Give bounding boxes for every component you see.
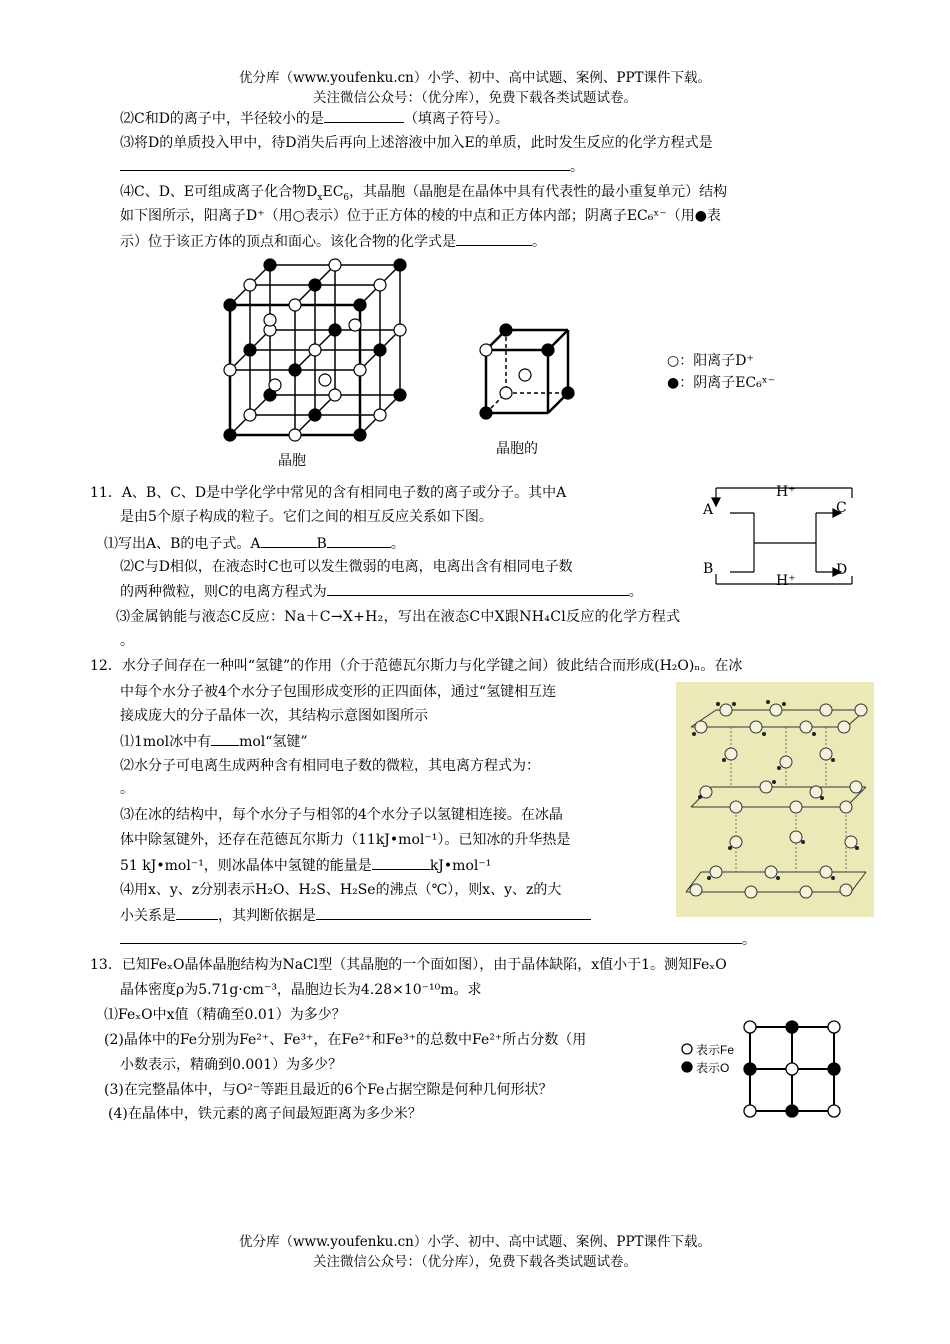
- q10-part4-line3-tail: 。: [532, 234, 546, 250]
- q11-part1: [104, 533, 405, 554]
- q10-part2: [120, 108, 509, 129]
- legend-fe: 表示Fe: [696, 1043, 735, 1057]
- page-footer-line2: 关注微信公众号：（优分库），免费下载各类试题试卷。: [313, 1254, 637, 1270]
- q13-part2-line1: (2)晶体中的Fe分别为Fe²⁺、Fe³⁺，在Fe²⁺和Fe³⁺的总数中Fe²⁺所占分数（用: [104, 1032, 587, 1048]
- q12-part4-line1: ⑷用x、y、z分别表示H₂O、H₂S、H₂Se的沸点（℃），则x、y、z的大: [120, 882, 562, 898]
- figure-caption-cell-part: 晶胞的: [496, 441, 538, 457]
- q10-part4-blank[interactable]: [456, 231, 532, 246]
- q11-part2-tail: 。: [628, 584, 643, 600]
- q12-line1: 12．水分子间存在一种叫“氢键”的作用（介于范德瓦尔斯力与化学键之间）彼此结合而形成(H₂O)ₙ。在冰: [90, 658, 743, 674]
- q11-blank-b[interactable]: [327, 533, 391, 548]
- q12-part1: [120, 731, 308, 752]
- q12-part4-blank-3[interactable]: [120, 929, 742, 944]
- q12-part4-line2-text: 小关系是: [120, 908, 176, 924]
- q13-line2: 晶体密度ρ为5.71g·cm⁻³，晶胞边长为4.28×10⁻¹⁰m。求: [120, 982, 482, 998]
- q12-part3-line3: [120, 855, 491, 876]
- q12-part3-blank[interactable]: [372, 855, 430, 870]
- q11-part1-mid: B: [316, 536, 327, 552]
- q11-part3-line2: 。: [120, 633, 134, 649]
- q10-part4-line3-text: 示）位于该正方体的顶点和面心。该化合物的化学式是: [120, 234, 456, 250]
- q12-part1-blank[interactable]: [211, 731, 239, 746]
- q10-part2-blank[interactable]: [324, 108, 404, 123]
- q10-part4-line1: [120, 182, 727, 202]
- q10-part4-sub-6: 6: [343, 192, 350, 203]
- q10-part2-text: ⑵C和D的离子中，半径较小的是: [120, 111, 324, 127]
- q12-part4-blank-1[interactable]: [176, 905, 218, 920]
- q11-blank-a[interactable]: [261, 533, 317, 548]
- q12-part1-text: ⑴1mol冰中有: [120, 734, 212, 750]
- q12-part4-line2: [120, 905, 591, 926]
- q12-line2: 中每个水分子被4个水分子包围形成变形的正四面体，通过“氢键相互连: [120, 684, 557, 700]
- q11-diagram-h-top: H⁺: [776, 484, 796, 500]
- page-header-line2: 关注微信公众号：（优分库），免费下载各类试题试卷。: [313, 90, 637, 106]
- q12-part1-tail: mol“氢键”: [239, 734, 308, 750]
- ice-structure-figure: [676, 682, 874, 917]
- q10-part3-line1: ⑶将D的单质投入甲中，待D消失后再向上述溶液中加入E的单质，此时发生反应的化学方程式是: [120, 135, 713, 151]
- q12-part3-line2: 体中除氢键外，还存在范德瓦尔斯力（11kJ•mol⁻¹）。已知冰的升华热是: [120, 832, 571, 848]
- q10-part3-tail: 。: [570, 159, 584, 175]
- q11-line2: 是由5个原子构成的粒子。它们之间的相互反应关系如下图。: [120, 509, 493, 525]
- q11-part2-blank[interactable]: [327, 581, 629, 596]
- q12-line3: 接成庞大的分子晶体一次，其结构示意图如图所示: [120, 708, 428, 724]
- q10-part4-sub-x: x: [317, 192, 323, 203]
- legend-cation: ○：阳离子D⁺: [667, 353, 754, 369]
- q11-diagram-a: A: [703, 502, 714, 518]
- q10-part4-line2: 如下图所示，阳离子D⁺（用○表示）位于正方体的棱的中点和正方体内部；阴离子EC₆ˣ⁻（用●表: [120, 208, 721, 224]
- q13-part1: ⑴FeₓO中x值（精确至0.01）为多少？: [104, 1007, 346, 1023]
- q11-part1-tail: 。: [390, 536, 405, 552]
- q10-part3-line2: [120, 156, 584, 177]
- q11-diagram-d: D: [836, 562, 848, 578]
- q11-diagram-h-bottom: H⁺: [776, 573, 796, 589]
- q13-part3: (3)在完整晶体中，与O²⁻等距且最近的6个Fe占据空隙是何种几何形状？: [104, 1082, 553, 1098]
- q12-part3-line1: ⑶在冰的结构中，每个水分子与相邻的4个水分子以氢键相连接。在冰晶: [120, 807, 563, 823]
- q12-part2-line2: 。: [120, 781, 134, 797]
- q11-part1-text: ⑴写出A、B的电子式。A: [104, 536, 261, 552]
- legend-anion: ●：阴离子EC₆ˣ⁻: [667, 375, 776, 391]
- q13-line1: 13．已知FeₓO晶体晶胞结构为NaCl型（其晶胞的一个面如图），由于晶体缺陷，x值小于1。测知FeₓO: [90, 957, 727, 973]
- q11-line1: 11．A、B、C、D是中学化学中常见的含有相同电子数的离子或分子。其中A: [90, 485, 567, 501]
- q11-diagram-c: C: [836, 500, 847, 516]
- q12-part4-line3-tail: 。: [742, 932, 756, 948]
- figure-caption-cell: 晶胞: [278, 453, 306, 469]
- page-footer-line1: 优分库（www.youfenku.cn）小学、初中、高中试题、案例、PPT课件下载。: [238, 1234, 712, 1250]
- legend-o: 表示O: [696, 1061, 730, 1075]
- q11-diagram-b: B: [703, 561, 714, 577]
- crystal-cube-large-figure: [215, 255, 415, 445]
- q13-part4: (4)在晶体中，铁元素的离子间最短距离为多少米？: [108, 1106, 422, 1122]
- q11-part2-line2-text: 的两种微粒，则C的电离方程式为: [120, 584, 327, 600]
- q13-part2-line2: 小数表示，精确到0.001）为多少？: [120, 1057, 343, 1073]
- q12-part2-line1: ⑵水分子可电离生成两种含有相同电子数的微粒，其电离方程式为：: [120, 758, 540, 774]
- q10-part4-text-c: ，其晶胞（晶胞是在晶体中具有代表性的最小重复单元）结构: [349, 184, 728, 200]
- q12-part4-line3: [120, 929, 756, 950]
- q10-part4-text-b: EC: [322, 184, 344, 200]
- crystal-cube-small-figure: [478, 325, 578, 415]
- q11-part2-line1: ⑵C与D相似，在液态时C也可以发生微弱的电离，电离出含有相同电子数: [120, 559, 573, 575]
- q10-part4-text-a: ⑷C、D、E可组成离子化合物D: [120, 184, 318, 200]
- q12-part4-line2-mid: ，其判断依据是: [218, 908, 316, 924]
- q12-part4-blank-2[interactable]: [316, 905, 591, 920]
- q12-part3-line3-text: 51 kJ•mol⁻¹，则冰晶体中氢键的能量是: [120, 858, 372, 874]
- q11-part2-line2: [120, 581, 643, 602]
- q10-part3-blank[interactable]: [120, 156, 570, 171]
- page-header-line1: 优分库（www.youfenku.cn）小学、初中、高中试题、案例、PPT课件下载。: [238, 70, 712, 86]
- q11-part3-line1: ⑶金属钠能与液态C反应：Na＋C→X+H₂，写出在液态C中X跟NH₄Cl反应的化学方程式: [116, 609, 681, 625]
- q12-part3-line3-tail: kJ•mol⁻¹: [429, 858, 492, 874]
- q10-part4-line3: [120, 231, 546, 252]
- q10-part2-tail: （填离子符号）。: [403, 111, 509, 127]
